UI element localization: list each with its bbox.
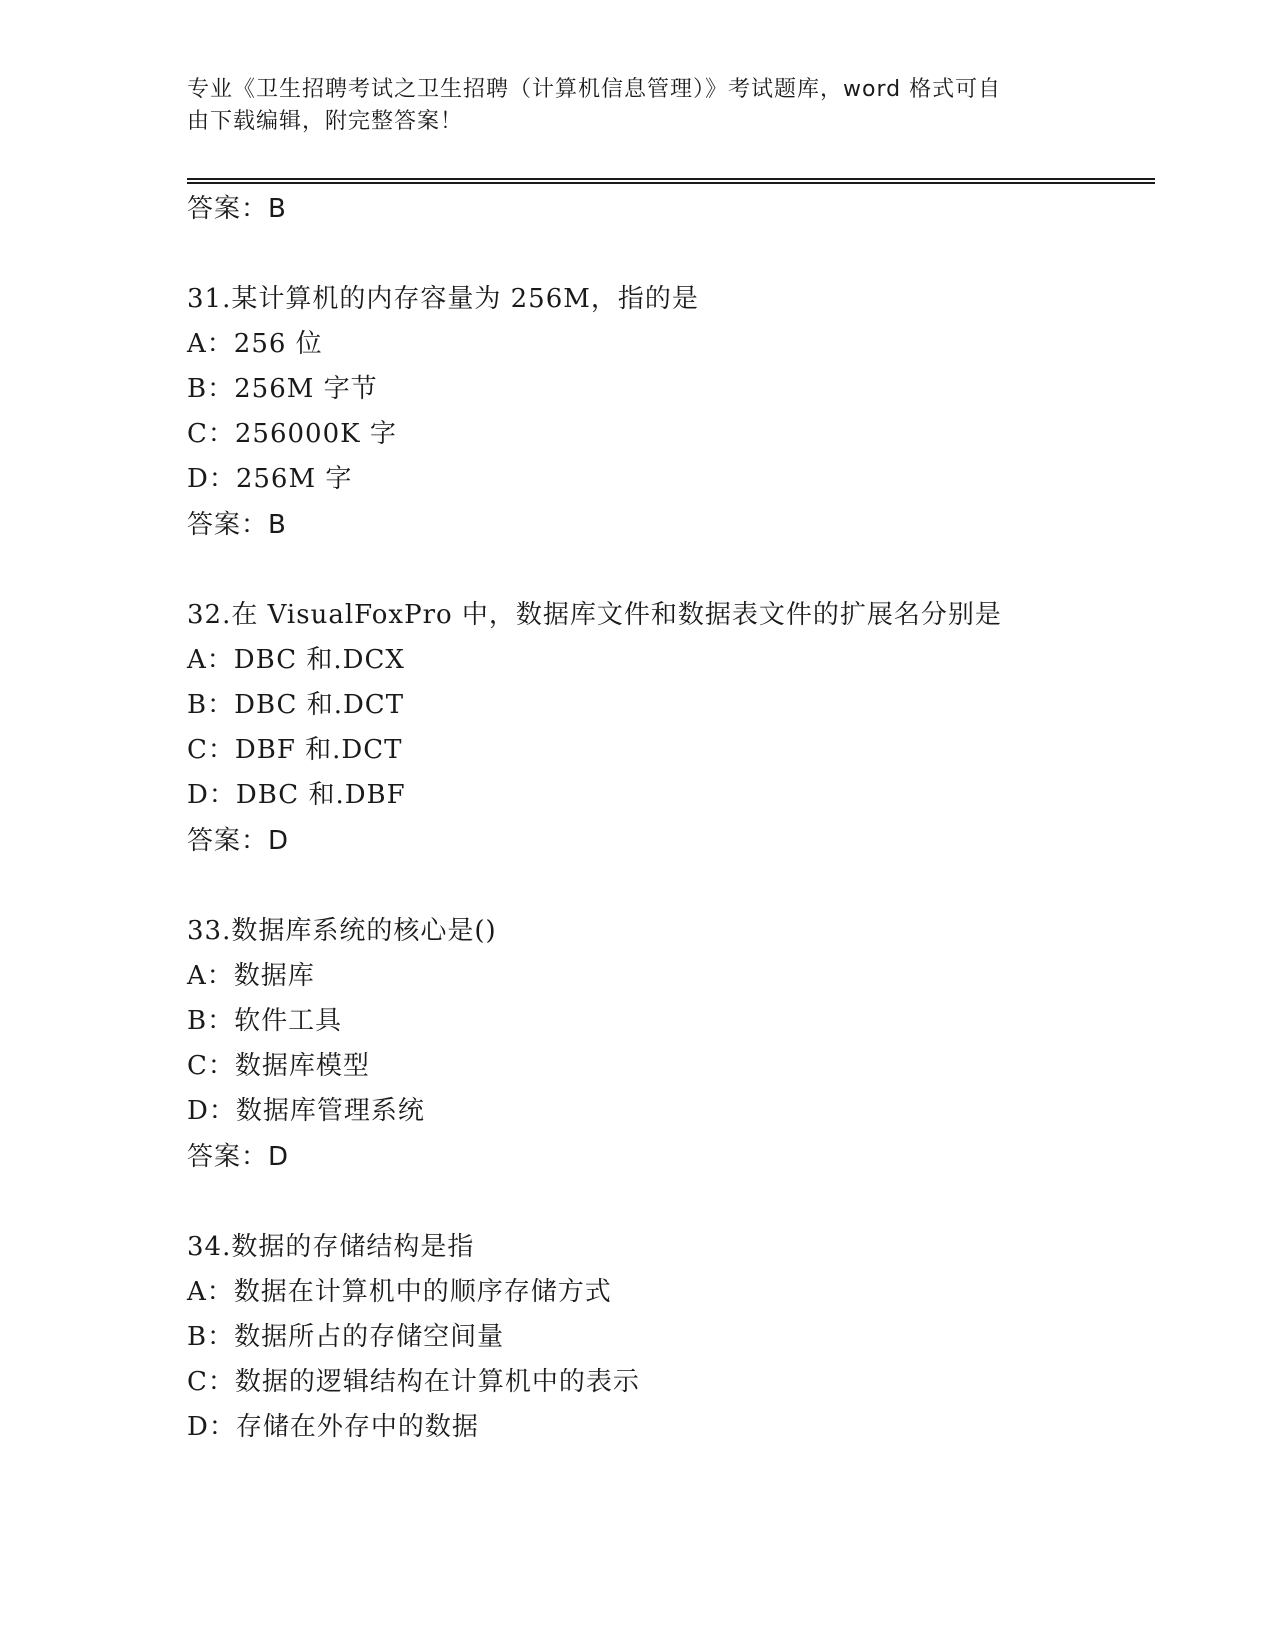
question-text: 31.某计算机的内存容量为 256M，指的是 [187,284,699,314]
header-line-2: 由下载编辑，附完整答案！ [187,109,464,134]
header-divider [187,178,1155,184]
question-34 [187,1224,1167,1450]
option-d: D：存储在外存中的数据 [187,1412,479,1442]
option-d: D：256M 字 [187,464,353,494]
option-c: C：数据的逻辑结构在计算机中的表示 [187,1367,640,1397]
option-d: D：数据库管理系统 [187,1096,425,1126]
question-33 [187,908,1167,1180]
question-list [187,186,1167,1450]
option-d: D：DBC 和.DBF [187,780,406,810]
option-b: B：256M 字节 [187,374,378,404]
option-a: A：DBC 和.DCX [187,645,405,675]
option-a: A：数据在计算机中的顺序存储方式 [187,1277,612,1307]
option-c: C：数据库模型 [187,1051,370,1081]
question-text: 32.在 VisualFoxPro 中，数据库文件和数据表文件的扩展名分别是 [187,600,1002,630]
question-text: 33.数据库系统的核心是() [187,916,497,946]
option-b: B：软件工具 [187,1006,343,1036]
page-header [187,74,1087,138]
option-a: A：256 位 [187,329,323,359]
option-a: A：数据库 [187,961,315,991]
option-b: B：DBC 和.DCT [187,690,405,720]
option-c: C：256000K 字 [187,419,397,449]
answer: 答案：D [187,826,290,856]
answer: 答案：D [187,1142,290,1172]
header-line-1: 专业《卫生招聘考试之卫生招聘（计算机信息管理）》考试题库，word 格式可自 [187,77,1002,102]
question-31 [187,276,1167,548]
question-text: 34.数据的存储结构是指 [187,1232,475,1262]
answer: 答案：B [187,510,287,540]
answer-30: 答案：B [187,194,287,224]
option-c: C：DBF 和.DCT [187,735,403,765]
question-32 [187,592,1167,864]
option-b: B：数据所占的存储空间量 [187,1322,505,1352]
